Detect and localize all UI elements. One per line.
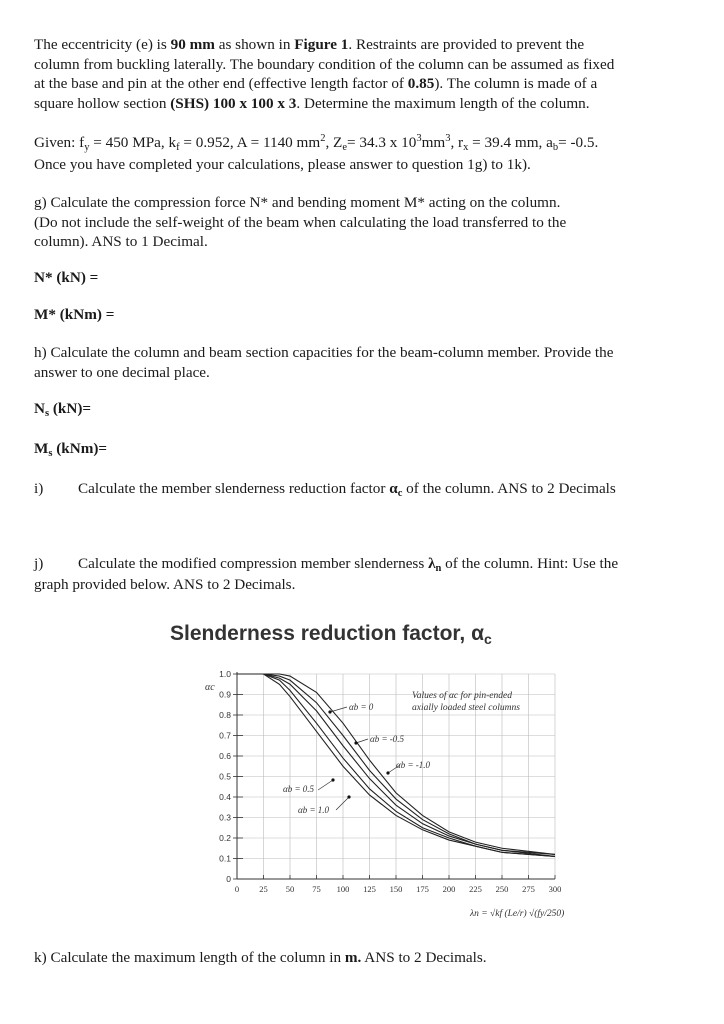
x-tick-label: 0 — [234, 884, 240, 894]
x-tick-label: 50 — [285, 884, 295, 894]
curve-label: αb = -0.5 — [370, 734, 405, 744]
label-leader-dot — [386, 771, 389, 774]
label-leader-dot — [328, 710, 331, 713]
x-tick-label: 100 — [336, 884, 350, 894]
x-tick-label: 300 — [548, 884, 562, 894]
given-paragraph: Given: $f_y = 450$ MPa, $k_f = 0.952$, A = 1140 $mm^2$, $Z_e= 34.3$ x $10^3mm^3$, $r_x = 39.4$ mm, $a_b= -0.5$. Once you have completed your calculations, please answer to question 1g) to 1k). — [34, 133, 599, 173]
x-tick-label: 150 — [389, 884, 403, 894]
label-leader — [356, 739, 368, 743]
chart-title: Slenderness reduction factor, $\alpha_c$ — [170, 622, 492, 647]
y-axis-label: αc — [205, 682, 215, 693]
label-leader — [336, 797, 349, 810]
y-tick-label: 0.4 — [219, 792, 231, 802]
y-tick-label: 0 — [226, 874, 231, 884]
curve-label: αb = -1.0 — [396, 760, 431, 770]
question-i: i) Calculate the member slenderness reduction factor $\alpha_c$ of the column. ANS to 2 Decimals — [34, 480, 616, 499]
label-leader — [330, 707, 347, 712]
question-g: g) Calculate the compression force N* and bending moment M* acting on the column. (Do not include the self-weight of the beam when calculating the load transferred to the column). ANS to 1 Decimal. — [34, 194, 567, 251]
curve-label: αb = 1.0 — [298, 805, 330, 815]
ms-answer-label: $M_s$ (kNm)= — [34, 440, 108, 459]
label-leader — [318, 780, 333, 790]
m-star-answer-label: M* (kNm) = — [34, 306, 115, 323]
curve-label: αb = 0.5 — [283, 784, 315, 794]
y-tick-label: 0.9 — [219, 689, 231, 700]
ns-answer-label: $N_s$ (kN)= — [34, 400, 92, 419]
y-tick-label: 1.0 — [219, 669, 231, 679]
legend-note: axially loaded steel columns — [412, 703, 520, 713]
legend-note: Values of αc for pin-ended — [412, 691, 512, 701]
x-tick-label: 75 — [312, 884, 321, 894]
x-tick-label: 225 — [469, 884, 482, 894]
y-tick-label: 0.5 — [219, 771, 231, 782]
x-axis-label: λn = √kf (Le/r) √(fy/250) — [470, 909, 565, 919]
label-leader-dot — [331, 778, 334, 781]
n-star-answer-label: N* (kN) = — [34, 269, 99, 286]
question-h: h) Calculate the column and beam section capacities for the beam-column member. Provide the answer to one decimal place. — [34, 344, 614, 381]
question-j: j) Calculate the modified compression member slenderness $\lambda_n$ of the column. Hint: Use the graph provided below. ANS to 2 Decimals. — [34, 555, 619, 593]
x-tick-label: 200 — [442, 884, 456, 894]
y-tick-label: 0.8 — [219, 710, 231, 720]
y-tick-label: 0.6 — [219, 751, 231, 761]
x-tick-label: 175 — [416, 884, 429, 894]
y-tick-label: 0.2 — [219, 833, 231, 843]
y-tick-label: 0.1 — [219, 853, 231, 864]
label-leader-dot — [347, 795, 350, 798]
y-tick-label: 0.3 — [219, 812, 231, 823]
x-tick-label: 275 — [522, 884, 535, 894]
y-tick-label: 0.7 — [219, 730, 231, 741]
label-leader-dot — [354, 741, 357, 744]
x-tick-label: 250 — [495, 884, 509, 894]
x-tick-label: 125 — [363, 884, 376, 894]
curve-label: αb = 0 — [349, 702, 374, 712]
question-k: k) Calculate the maximum length of the column in m. ANS to 2 Decimals. — [34, 949, 487, 966]
x-tick-label: 25 — [259, 884, 268, 894]
intro-paragraph: The eccentricity (e) is 90 mm as shown in Figure 1. Restraints are provided to prevent the column from buckling laterally. The boundary condition of the column can be assumed as fixed at the base and pin at the other end (effective length factor of 0.85). The column is made of a square hollow section (SHS) 100 x 100 x 3. Determine the maximum length of the column. — [34, 36, 615, 112]
